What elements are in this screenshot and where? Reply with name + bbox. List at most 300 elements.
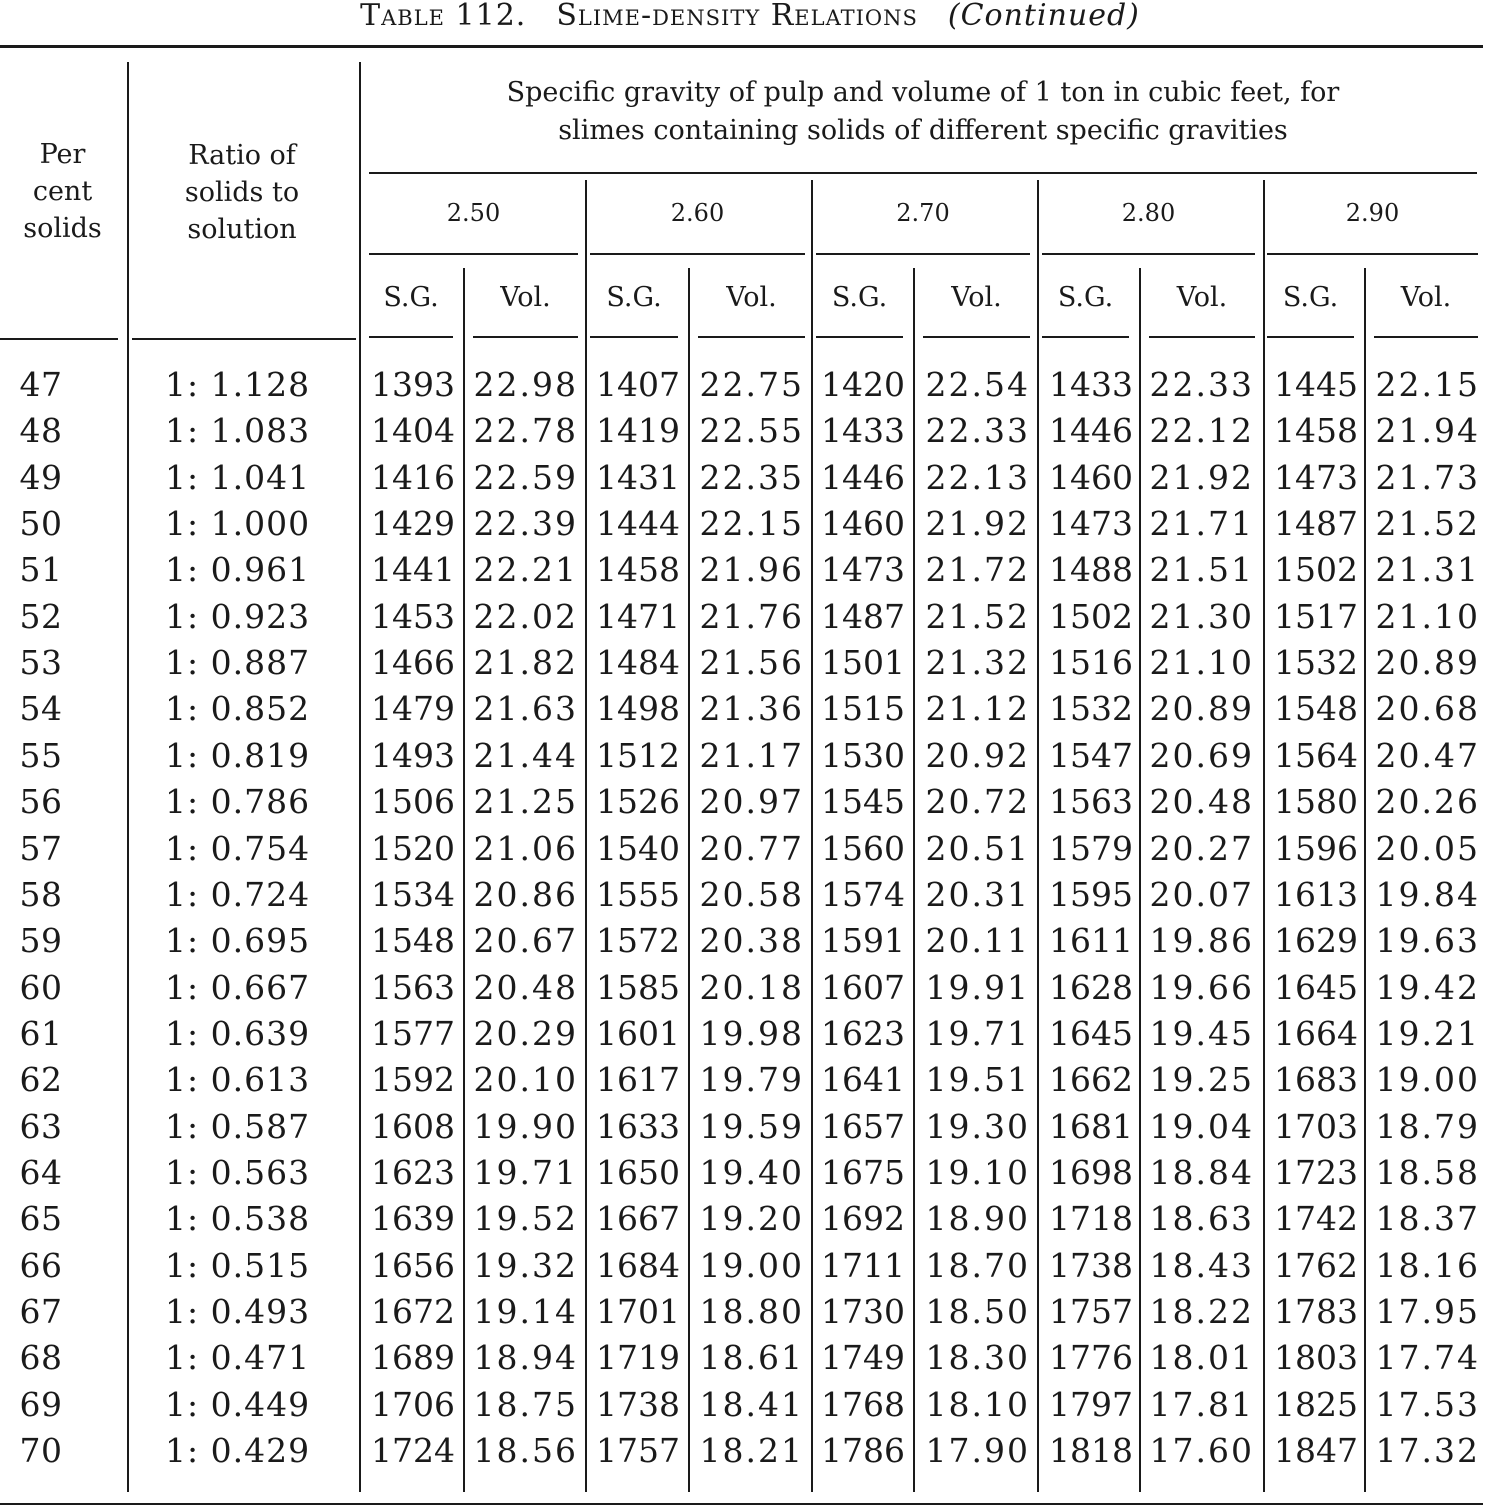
table-number: Table 112. [360, 0, 527, 33]
row-sg-2.80: 1662 [1049, 1060, 1133, 1100]
row-vol-2.90: 17.53 [1375, 1384, 1480, 1424]
row-vol-2.90: 20.26 [1375, 782, 1480, 822]
row-sg-2.60: 1585 [596, 967, 680, 1007]
row-percent-solids: 69 [19, 1384, 63, 1424]
row-vol-2.60: 22.75 [699, 365, 804, 404]
vertical-rule-ratio [359, 62, 361, 1492]
row-sg-2.50: 1639 [371, 1199, 455, 1239]
row-ratio: 1: 0.923 [165, 596, 311, 636]
sg-rule-4 [1267, 336, 1354, 338]
row-sg-2.70: 1460 [821, 504, 905, 544]
row-vol-2.70: 20.72 [925, 782, 1030, 822]
row-sg-2.90: 1548 [1274, 689, 1358, 729]
row-sg-2.70: 1623 [821, 1013, 905, 1053]
row-sg-2.70: 1515 [821, 689, 905, 729]
row-vol-2.50: 21.63 [473, 689, 578, 729]
row-vol-2.60: 18.21 [699, 1431, 804, 1471]
row-vol-2.70: 18.50 [925, 1292, 1030, 1331]
row-vol-2.90: 21.94 [1375, 411, 1480, 451]
row-vol-2.80: 21.92 [1149, 457, 1254, 497]
row-sg-2.70: 1730 [821, 1292, 905, 1331]
row-vol-2.70: 20.92 [925, 735, 1030, 775]
row-vol-2.80: 18.63 [1149, 1199, 1254, 1239]
row-vol-2.90: 19.42 [1375, 967, 1480, 1007]
row-vol-2.90: 20.89 [1375, 643, 1480, 683]
vol-rule-3 [1149, 336, 1255, 338]
row-sg-2.50: 1672 [371, 1292, 455, 1331]
row-vol-2.70: 21.92 [925, 504, 1030, 544]
row-vol-2.80: 18.01 [1149, 1338, 1254, 1378]
row-sg-2.50: 1623 [371, 1152, 455, 1192]
vol-rule-4 [1374, 336, 1478, 338]
row-vol-2.50: 22.39 [473, 504, 578, 544]
row-vol-2.60: 19.98 [699, 1013, 804, 1053]
row-sg-2.60: 1738 [596, 1384, 680, 1424]
row-sg-2.90: 1613 [1274, 874, 1358, 914]
row-sg-2.90: 1742 [1274, 1199, 1358, 1239]
row-sg-2.70: 1657 [821, 1106, 905, 1146]
row-sg-2.60: 1684 [596, 1245, 680, 1285]
row-percent-solids: 66 [19, 1245, 63, 1285]
row-vol-2.70: 18.10 [925, 1384, 1030, 1424]
row-vol-2.80: 20.69 [1149, 735, 1254, 775]
row-vol-2.90: 19.63 [1375, 921, 1480, 961]
row-sg-2.60: 1650 [596, 1152, 680, 1192]
row-sg-2.60: 1601 [596, 1013, 680, 1053]
row-vol-2.60: 19.00 [699, 1245, 804, 1285]
row-sg-2.60: 1512 [596, 735, 680, 775]
row-vol-2.80: 22.33 [1149, 365, 1254, 404]
vol-rule-1 [698, 336, 805, 338]
row-sg-2.70: 1433 [821, 411, 905, 451]
row-sg-2.90: 1645 [1274, 967, 1358, 1007]
header-sg-4: S.G. [1282, 282, 1339, 313]
header-ratio [132, 137, 352, 248]
row-sg-2.90: 1564 [1274, 735, 1358, 775]
row-percent-solids: 64 [19, 1152, 63, 1192]
row-sg-2.90: 1664 [1274, 1013, 1358, 1053]
row-sg-2.90: 1458 [1274, 411, 1358, 451]
row-sg-2.90: 1703 [1274, 1106, 1358, 1146]
vertical-rule-group-1 [811, 180, 813, 1492]
row-percent-solids: 70 [19, 1431, 63, 1471]
row-sg-2.90: 1847 [1274, 1431, 1358, 1471]
row-vol-2.90: 19.00 [1375, 1060, 1480, 1100]
row-ratio: 1: 0.639 [165, 1013, 311, 1053]
row-vol-2.60: 20.58 [699, 874, 804, 914]
row-sg-2.90: 1783 [1274, 1292, 1358, 1331]
row-vol-2.50: 19.71 [473, 1152, 578, 1192]
header-sg-0: S.G. [383, 282, 439, 313]
row-vol-2.80: 19.45 [1149, 1013, 1254, 1053]
row-vol-2.70: 18.70 [925, 1245, 1030, 1285]
row-sg-2.80: 1563 [1049, 782, 1133, 822]
row-sg-2.50: 1479 [371, 689, 455, 729]
sg-rule-0 [369, 336, 453, 338]
row-vol-2.60: 22.55 [699, 411, 804, 451]
row-sg-2.50: 1706 [371, 1384, 455, 1424]
header-gravity-0: 2.50 [446, 199, 501, 227]
row-vol-2.50: 22.98 [473, 365, 578, 404]
row-sg-2.50: 1534 [371, 874, 455, 914]
row-vol-2.90: 18.58 [1375, 1152, 1480, 1192]
row-vol-2.90: 22.15 [1375, 365, 1480, 404]
row-vol-2.50: 21.44 [473, 735, 578, 775]
row-sg-2.90: 1629 [1274, 921, 1358, 961]
row-vol-2.80: 19.04 [1149, 1106, 1254, 1146]
row-sg-2.60: 1701 [596, 1292, 680, 1331]
row-sg-2.70: 1711 [821, 1245, 905, 1285]
row-vol-2.50: 20.67 [473, 921, 578, 961]
row-sg-2.90: 1825 [1274, 1384, 1358, 1424]
row-sg-2.70: 1560 [821, 828, 905, 868]
row-vol-2.70: 21.52 [925, 596, 1030, 636]
row-vol-2.50: 21.25 [473, 782, 578, 822]
header-vol-1: Vol. [726, 282, 777, 313]
row-vol-2.60: 22.15 [699, 504, 804, 544]
row-sg-2.90: 1762 [1274, 1245, 1358, 1285]
row-ratio: 1: 0.449 [165, 1384, 311, 1424]
row-percent-solids: 61 [19, 1013, 63, 1053]
row-sg-2.50: 1493 [371, 735, 455, 775]
row-vol-2.90: 21.52 [1375, 504, 1480, 544]
row-vol-2.70: 21.12 [925, 689, 1030, 729]
row-vol-2.70: 21.32 [925, 643, 1030, 683]
header-vol-3: Vol. [1176, 282, 1228, 313]
row-vol-2.70: 20.51 [925, 828, 1030, 868]
header-sg-3: S.G. [1057, 282, 1114, 313]
row-ratio: 1: 0.563 [165, 1152, 311, 1192]
row-sg-2.90: 1445 [1274, 365, 1358, 404]
row-vol-2.50: 22.78 [473, 411, 578, 451]
row-vol-2.60: 19.79 [699, 1060, 804, 1100]
row-vol-2.80: 20.89 [1149, 689, 1254, 729]
row-vol-2.70: 19.51 [925, 1060, 1030, 1100]
row-vol-2.90: 17.95 [1375, 1292, 1480, 1331]
row-ratio: 1: 0.786 [165, 782, 311, 822]
row-percent-solids: 58 [19, 874, 63, 914]
row-vol-2.80: 21.10 [1149, 643, 1254, 683]
row-vol-2.80: 19.66 [1149, 967, 1254, 1007]
row-percent-solids: 52 [19, 596, 63, 636]
row-ratio: 1: 0.493 [165, 1292, 311, 1331]
row-sg-2.50: 1520 [371, 828, 455, 868]
header-vol-2: Vol. [951, 282, 1002, 313]
row-ratio: 1: 0.515 [165, 1245, 311, 1285]
row-vol-2.60: 19.40 [699, 1152, 804, 1192]
row-vol-2.60: 22.35 [699, 457, 804, 497]
row-vol-2.70: 20.31 [925, 874, 1030, 914]
row-ratio: 1: 0.587 [165, 1106, 311, 1146]
gravity-rule-3 [1042, 253, 1255, 255]
row-percent-solids: 63 [19, 1106, 63, 1146]
row-sg-2.70: 1749 [821, 1338, 905, 1378]
row-sg-2.70: 1692 [821, 1199, 905, 1239]
row-percent-solids: 55 [19, 735, 63, 775]
row-percent-solids: 47 [19, 365, 63, 404]
row-sg-2.70: 1591 [821, 921, 905, 961]
row-sg-2.80: 1698 [1049, 1152, 1133, 1192]
row-sg-2.50: 1393 [371, 365, 455, 404]
vertical-rule-sub-3 [1139, 268, 1141, 1492]
row-sg-2.50: 1548 [371, 921, 455, 961]
row-vol-2.60: 19.59 [699, 1106, 804, 1146]
row-sg-2.70: 1607 [821, 967, 905, 1007]
row-ratio: 1: 0.538 [165, 1199, 311, 1239]
row-sg-2.50: 1506 [371, 782, 455, 822]
gravity-rule-4 [1267, 253, 1478, 255]
row-percent-solids: 54 [19, 689, 63, 729]
row-vol-2.60: 18.61 [699, 1338, 804, 1378]
row-percent-solids: 59 [19, 921, 63, 961]
header-gravity-4: 2.90 [1345, 199, 1400, 227]
row-vol-2.90: 19.84 [1375, 874, 1480, 914]
row-sg-2.70: 1768 [821, 1384, 905, 1424]
header-ratio-line: solids to [184, 177, 300, 208]
header-sg-2: S.G. [831, 282, 888, 313]
row-sg-2.90: 1532 [1274, 643, 1358, 683]
row-sg-2.70: 1675 [821, 1152, 905, 1192]
row-sg-2.60: 1719 [596, 1338, 680, 1378]
gravity-rule-0 [369, 253, 578, 255]
row-vol-2.50: 20.29 [473, 1013, 578, 1053]
row-vol-2.70: 17.90 [925, 1431, 1030, 1471]
row-vol-2.60: 20.77 [699, 828, 804, 868]
row-ratio: 1: 1.083 [165, 411, 311, 451]
row-sg-2.80: 1532 [1049, 689, 1133, 729]
row-vol-2.80: 22.12 [1149, 411, 1254, 451]
vertical-rule-group-0 [585, 180, 587, 1492]
row-sg-2.60: 1431 [596, 457, 680, 497]
row-percent-solids: 60 [19, 967, 63, 1007]
row-vol-2.90: 18.79 [1375, 1106, 1480, 1146]
vertical-rule-sub-2 [913, 268, 915, 1492]
row-vol-2.60: 21.76 [699, 596, 804, 636]
row-sg-2.90: 1517 [1274, 596, 1358, 636]
row-vol-2.50: 18.56 [473, 1431, 578, 1471]
header-spanner [369, 74, 1477, 150]
row-sg-2.90: 1683 [1274, 1060, 1358, 1100]
row-sg-2.60: 1498 [596, 689, 680, 729]
row-vol-2.70: 19.71 [925, 1013, 1030, 1053]
vertical-rule-sub-4 [1364, 268, 1366, 1492]
row-sg-2.60: 1757 [596, 1431, 680, 1471]
row-sg-2.80: 1502 [1049, 596, 1133, 636]
row-sg-2.50: 1416 [371, 457, 455, 497]
header-bottom-rule-stub-a [0, 338, 118, 340]
row-sg-2.80: 1776 [1049, 1338, 1133, 1378]
row-sg-2.80: 1446 [1049, 411, 1133, 451]
row-sg-2.90: 1473 [1274, 457, 1358, 497]
sg-rule-1 [590, 336, 678, 338]
row-sg-2.50: 1441 [371, 550, 455, 590]
header-ratio-line: Ratio of [188, 140, 296, 171]
row-vol-2.70: 21.72 [925, 550, 1030, 590]
row-sg-2.80: 1473 [1049, 504, 1133, 544]
row-sg-2.60: 1555 [596, 874, 680, 914]
row-sg-2.90: 1580 [1274, 782, 1358, 822]
row-sg-2.70: 1641 [821, 1060, 905, 1100]
row-sg-2.80: 1460 [1049, 457, 1133, 497]
row-sg-2.90: 1803 [1274, 1338, 1358, 1378]
row-vol-2.50: 19.90 [473, 1106, 578, 1146]
sg-rule-3 [1042, 336, 1129, 338]
row-ratio: 1: 0.852 [165, 689, 311, 729]
row-sg-2.70: 1487 [821, 596, 905, 636]
row-vol-2.50: 22.21 [473, 550, 578, 590]
row-sg-2.70: 1574 [821, 874, 905, 914]
row-sg-2.80: 1757 [1049, 1292, 1133, 1331]
row-vol-2.90: 20.05 [1375, 828, 1480, 868]
row-vol-2.70: 22.54 [925, 365, 1030, 404]
row-vol-2.50: 20.48 [473, 967, 578, 1007]
row-vol-2.80: 19.86 [1149, 921, 1254, 961]
row-percent-solids: 62 [19, 1060, 63, 1100]
header-gravity-1: 2.60 [670, 199, 725, 227]
row-vol-2.70: 22.33 [925, 411, 1030, 451]
row-percent-solids: 68 [19, 1338, 63, 1378]
row-sg-2.60: 1667 [596, 1199, 680, 1239]
header-ratio-line: solution [187, 214, 297, 245]
row-ratio: 1: 1.000 [165, 504, 311, 544]
row-vol-2.80: 20.27 [1149, 828, 1254, 868]
vertical-rule-group-3 [1263, 180, 1265, 1492]
row-vol-2.80: 17.60 [1149, 1431, 1254, 1471]
header-spanner-line: slimes containing solids of different specific gravities [558, 115, 1288, 146]
row-vol-2.70: 19.10 [925, 1152, 1030, 1192]
row-percent-solids: 56 [19, 782, 63, 822]
row-sg-2.50: 1453 [371, 596, 455, 636]
row-vol-2.80: 19.25 [1149, 1060, 1254, 1100]
row-vol-2.60: 21.36 [699, 689, 804, 729]
header-gravity-3: 2.80 [1121, 199, 1176, 227]
row-percent-solids: 65 [19, 1199, 63, 1239]
sg-rule-2 [816, 336, 903, 338]
row-vol-2.60: 21.17 [699, 735, 804, 775]
spanner-rule [369, 172, 1477, 174]
row-sg-2.80: 1797 [1049, 1384, 1133, 1424]
row-vol-2.50: 22.02 [473, 596, 578, 636]
row-vol-2.90: 17.74 [1375, 1338, 1480, 1378]
row-vol-2.50: 21.82 [473, 643, 578, 683]
row-vol-2.90: 18.16 [1375, 1245, 1480, 1285]
row-sg-2.70: 1473 [821, 550, 905, 590]
row-vol-2.60: 19.20 [699, 1199, 804, 1239]
row-sg-2.50: 1608 [371, 1106, 455, 1146]
row-ratio: 1: 0.695 [165, 921, 311, 961]
top-rule [0, 45, 1483, 48]
row-sg-2.90: 1723 [1274, 1152, 1358, 1192]
row-ratio: 1: 1.041 [165, 457, 311, 497]
row-vol-2.70: 22.13 [925, 457, 1030, 497]
row-sg-2.60: 1633 [596, 1106, 680, 1146]
header-percent-solids [0, 136, 125, 247]
row-sg-2.70: 1530 [821, 735, 905, 775]
row-sg-2.50: 1466 [371, 643, 455, 683]
row-vol-2.90: 18.37 [1375, 1199, 1480, 1239]
row-sg-2.90: 1502 [1274, 550, 1358, 590]
row-sg-2.70: 1501 [821, 643, 905, 683]
vertical-rule-group-2 [1037, 180, 1039, 1492]
header-sg-1: S.G. [606, 282, 662, 313]
row-vol-2.60: 20.38 [699, 921, 804, 961]
row-vol-2.50: 20.86 [473, 874, 578, 914]
row-vol-2.80: 20.48 [1149, 782, 1254, 822]
row-vol-2.50: 19.14 [473, 1292, 578, 1331]
row-ratio: 1: 0.667 [165, 967, 311, 1007]
row-vol-2.60: 18.41 [699, 1384, 804, 1424]
row-sg-2.80: 1579 [1049, 828, 1133, 868]
row-ratio: 1: 0.471 [165, 1338, 311, 1378]
row-vol-2.60: 20.18 [699, 967, 804, 1007]
header-spanner-line: Specific gravity of pulp and volume of 1 ton in cubic feet, for [506, 77, 1340, 108]
row-sg-2.70: 1545 [821, 782, 905, 822]
row-vol-2.90: 19.21 [1375, 1013, 1480, 1053]
row-sg-2.50: 1689 [371, 1338, 455, 1378]
row-vol-2.80: 20.07 [1149, 874, 1254, 914]
row-vol-2.50: 18.75 [473, 1384, 578, 1424]
row-sg-2.80: 1628 [1049, 967, 1133, 1007]
row-sg-2.50: 1404 [371, 411, 455, 451]
row-vol-2.70: 20.11 [925, 921, 1030, 961]
row-percent-solids: 48 [19, 411, 63, 451]
row-vol-2.80: 21.51 [1149, 550, 1254, 590]
row-vol-2.80: 21.71 [1149, 504, 1254, 544]
vol-rule-2 [923, 336, 1030, 338]
row-sg-2.80: 1738 [1049, 1245, 1133, 1285]
row-sg-2.80: 1718 [1049, 1199, 1133, 1239]
row-vol-2.70: 18.90 [925, 1199, 1030, 1239]
row-vol-2.60: 18.80 [699, 1292, 804, 1331]
row-vol-2.80: 21.30 [1149, 596, 1254, 636]
row-sg-2.60: 1444 [596, 504, 680, 544]
row-sg-2.90: 1596 [1274, 828, 1358, 868]
row-sg-2.80: 1681 [1049, 1106, 1133, 1146]
row-sg-2.80: 1547 [1049, 735, 1133, 775]
row-ratio: 1: 1.128 [165, 365, 311, 404]
row-vol-2.50: 18.94 [473, 1338, 578, 1378]
row-vol-2.90: 21.73 [1375, 457, 1480, 497]
row-vol-2.90: 20.68 [1375, 689, 1480, 729]
gravity-rule-2 [816, 253, 1030, 255]
row-vol-2.50: 21.06 [473, 828, 578, 868]
row-vol-2.70: 18.30 [925, 1338, 1030, 1378]
row-ratio: 1: 0.613 [165, 1060, 311, 1100]
row-percent-solids: 67 [19, 1292, 63, 1331]
row-vol-2.70: 19.91 [925, 967, 1030, 1007]
row-percent-solids: 50 [19, 504, 63, 544]
bottom-rule [0, 1503, 1483, 1505]
row-sg-2.60: 1484 [596, 643, 680, 683]
row-sg-2.60: 1572 [596, 921, 680, 961]
row-ratio: 1: 0.961 [165, 550, 311, 590]
row-vol-2.50: 19.32 [473, 1245, 578, 1285]
table-title [0, 0, 1500, 36]
row-sg-2.80: 1433 [1049, 365, 1133, 404]
row-vol-2.60: 21.56 [699, 643, 804, 683]
row-vol-2.80: 18.84 [1149, 1152, 1254, 1192]
row-sg-2.60: 1471 [596, 596, 680, 636]
row-sg-2.80: 1516 [1049, 643, 1133, 683]
row-percent-solids: 49 [19, 457, 63, 497]
table-continued: (Continued) [947, 0, 1140, 33]
row-sg-2.50: 1429 [371, 504, 455, 544]
gravity-rule-1 [590, 253, 805, 255]
vertical-rule-sub-1 [688, 268, 690, 1492]
vertical-rule-stub [127, 62, 129, 1492]
row-sg-2.80: 1488 [1049, 550, 1133, 590]
row-vol-2.80: 17.81 [1149, 1384, 1254, 1424]
